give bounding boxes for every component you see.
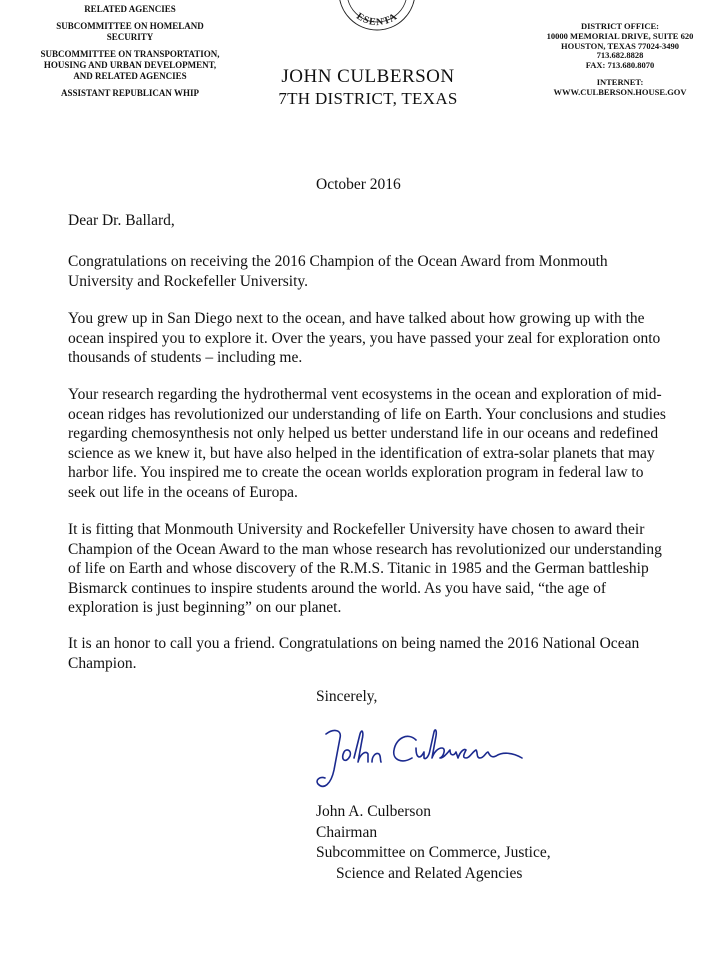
handwritten-signature: [316, 718, 536, 800]
internet-heading: INTERNET:: [596, 76, 644, 87]
letter-date: October 2016: [316, 176, 401, 193]
member-name: JOHN CULBERSON: [281, 66, 455, 87]
paragraph-research: Your research regarding the hydrothermal vent ecosystems in the ocean and exploration of mid-ocean ridges has revolutionized our understanding of life on Earth. Your conclusions and studies regarding chemosynthesis not only helped us better understand life in our oceans and redefined science as we knew it, but have also helped in the identification of extra-solar planets that may harbor life. You inspired me to create the ocean worlds exploration program in federal law to seek out life in the oceans of Europa.: [68, 386, 666, 501]
district-office-heading: DISTRICT OFFICE:: [580, 21, 659, 31]
letterhead-committees: [40, 4, 220, 105]
letterhead-district-office: [530, 22, 710, 98]
committee-homeland-security: SUBCOMMITTEE ON HOMELAND SECURITY: [56, 21, 204, 42]
salutation: Dear Dr. Ballard,: [68, 212, 175, 229]
paragraph-san-diego: You grew up in San Diego next to the ocean, and have talked about how growing up with the ocean inspired you to explore it. Over the years, you have passed your zeal for exploration onto thousands of students – including me.: [68, 310, 661, 366]
district-office-fax: FAX: 713.680.8070: [585, 60, 655, 71]
signature-block: [316, 802, 551, 884]
paragraph-friend: It is an honor to call you a friend. Congratulations on being named the 2016 National Ocean Champion.: [68, 635, 640, 672]
committee-fragment: RELATED AGENCIES: [84, 4, 176, 14]
member-district: 7TH DISTRICT, TEXAS: [278, 89, 458, 108]
internet-url: WWW.CULBERSON.HOUSE.GOV: [553, 86, 687, 97]
seal-text: ESENTA: [354, 10, 400, 29]
closing: Sincerely,: [316, 688, 378, 705]
committee-transportation: SUBCOMMITTEE ON TRANSPORTATION, HOUSING AND URBAN DEVELOPMENT, AND RELATED AGENCIES: [40, 49, 220, 81]
svg-text:ESENTA: [354, 11, 399, 28]
district-office-street: 10000 MEMORIAL DRIVE, SUITE 620: [546, 30, 694, 41]
paragraph-congratulations: Congratulations on receiving the 2016 Champion of the Ocean Award from Monmouth University and Rockefeller University.: [68, 253, 608, 290]
signer-subcommittee: Subcommittee on Commerce, Justice,: [316, 844, 551, 861]
district-office-phone: 713.682.8828: [596, 50, 644, 61]
signer-title: Chairman: [316, 823, 378, 841]
congressional-seal: [336, 0, 418, 34]
district-office-city: HOUSTON, TEXAS 77024-3490: [561, 40, 679, 51]
letterhead-title: [262, 66, 474, 109]
paragraph-award: It is fitting that Monmouth University and Rockefeller University have chosen to award their Champion of the Ocean Award to the man whose research has revolutionized our understanding of life on Earth and whose discovery of the R.M.S. Titanic in 1985 and the German battleship Bismarck continues to inspire students around the world. As you have said, “the age of exploration is just beginning” on our planet.: [68, 521, 662, 616]
signer-name: John A. Culberson: [316, 803, 431, 820]
assistant-whip-title: ASSISTANT REPUBLICAN WHIP: [60, 88, 200, 98]
signer-subcommittee-cont: Science and Related Agencies: [336, 864, 523, 882]
